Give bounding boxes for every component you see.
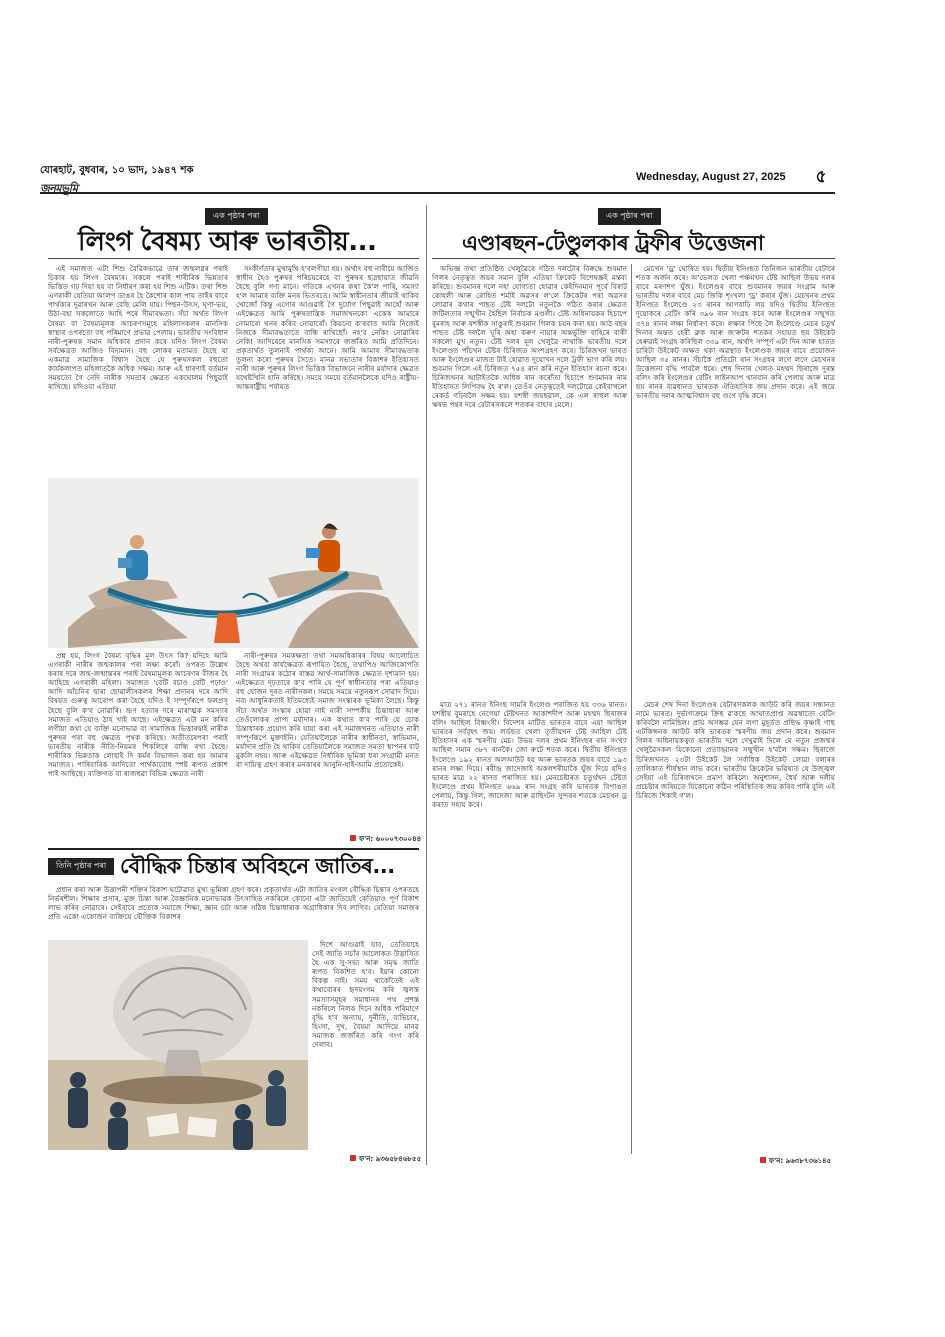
column-divider <box>631 264 632 1154</box>
article-intro: প্ৰধান কৰা আৰু উত্তাপনী শক্তিৰ বিকাশ ঘটোৱাত মুখ্য ভূমিকা গ্ৰহণ কৰে। প্ৰকৃতাৰ্থত এটা জাতিৰ মংগল বৌদ্ধিক চিন্তাৰ ওপৰতহে নিৰ্ভৰশীল। শিক্ষাৰ প্ৰসাৰ, মুক্ত চিন্তা আৰু বৈজ্ঞানিক মনোভাৱক উৎসাহিত নকৰিলে কোনো এটা জাতিয়েই কেতিয়াও পূৰ্ণ বিকাশ লাভ কৰিব নোৱাৰে। সেইবাবে প্ৰত্যেক সমাজে শিক্ষা, জ্ঞান চৰ্চা আৰু সঠিক চিন্তাধাৰাক অগ্ৰাধিকাৰ দিব লাগিব। যেতিয়া সমাজৰ প্ৰতি একো একোজন ব্যক্তিয়ে যৌক্তিক বিকাশৰ <box>48 885 419 922</box>
headline-rule <box>432 258 835 259</box>
gender-tug-of-war-illustration <box>48 478 419 648</box>
article-column: অভিজ্ঞ তথা প্ৰতিষ্ঠিত খেলুৱৈৰে গঠিত দলটোৰ বিৰুদ্ধে শুবমান গিলৰ নেতৃত্বত জয়ৰ সমান বুলি এতিয়া ক্ৰিকেট বিশেষজ্ঞই মন্তব্য কৰিছে। শুবমানৰ দলে নহা যোগ্যতা হোৱাৰ কেইদিনমান পূৰ্বে বিৰাট কোহলী আৰু ৰোহিত শৰ্মাই অৱসৰ ল'লে ক্ৰিকেটৰ পৰা অৱসৰ লোৱাৰ কথাৰ পাছত টেষ্ট দলটো নতুনকৈ গঠিত কৰাৰ ক্ষেত্ৰত জটিলতাৰ সন্মুখীন হৈছিল নিৰ্বাচক মণ্ডলী। টেষ্ট অধিনায়কৰ হিচাপে বুমৰাহ আৰু যশস্বীক সাঙুৰাই শুবমান গিলক চয়ন কৰা হয়। আঠ বছৰ পাছত টেষ্ট দললৈ ঘূৰি অহা কৰুণ নায়াৰ অন্তৰ্ভুক্তি বাহিৰে বাকী সকলো মুখ নতুন। টেষ্ট দলৰ মূল খেলুৱৈ নাথাকি ভাৰতীয় দলে ইংলেণ্ডত পাঁচখন টেষ্টৰ চিৰিজত অংশগ্ৰহণ কৰে। চিৰিজখন ভাৰত আৰু ইংলেণ্ডৰ মাজত টাই হোৱাত দুয়োখন দলে ট্ৰফী ভাগ কৰি লয়। শুবমান গিলে এই চিৰিজত ৭৫৪ ৰান কৰি নতুন ইতিহাস ৰচনা কৰে। চিৰিজখনৰ আটাইতকৈ অধিক ৰান কৰোঁতা হিচাপে শুবমানৰ নাম ইতিহাসত লিপিবদ্ধ হৈ ৰ'ল। তেওঁৰ নেতৃত্বতেই দলটোৱে কেইবাখনো ৰেকৰ্ড গঢ়িবলৈ সক্ষম হয়। যশস্বী জয়ছৱাল, কে এল ৰাহুল আৰু ঋষভ পন্থৰ দৰে বেটাৰসকলে শতকৰ বাহাৰ মেলে। <box>432 264 627 410</box>
masthead-english-date: Wednesday, August 27, 2025 <box>636 171 786 183</box>
author-phone: ফ'ন: ৬০০০৭৩০০৪৪ <box>350 833 421 845</box>
article-column: মেচৰ শেষ দিনা ইংলেণ্ডৰ বেটাৰসকলক আউট কৰি জয়ৰ সন্ধানত নামে ভাৰত। দুৰ্ভাগ্যক্ৰমে ক্ৰিছ ৱ'কছে আঘাতপ্ৰাপ্ত অৱস্থাতো বেটিং কৰিবলৈ নামিছিল। প্ৰায় অসম্ভৱ যেন লগা মুহূৰ্তত প্ৰছিদ্ধ কৃষ্ণাই গাছ এটকিন্সনক আউট কৰি ভাৰতক স্মৰণীয় জয় প্ৰদান কৰে। শুবমান গিলৰ অধিনায়কত্বত ভাৰতীয় দলে দেখুৱাই দিলে যে নতুন প্ৰজন্মৰ খেলুৱৈসকল যিকোনো প্ৰত্যাহ্বানৰ সন্মুখীন হ'বলৈ সক্ষম। ছিৰাজে চিৰিজখনত ২৩টা উইকেট লৈ সৰ্বাধিক উইকেট লোৱা বলাৰৰ তালিকাত শীৰ্ষস্থান লাভ কৰে। ভাৰতীয় ক্ৰিকেটৰ ভৱিষ্যত যে উজ্জ্বল সেইয়া এই চিৰিজখনে প্ৰমাণ কৰিলে। অনুশাসন, ধৈৰ্য আৰু দলীয় প্ৰচেষ্টাৰ জৰিয়তে যিকোনো কঠিন পৰিস্থিতিক জয় কৰিব পাৰি বুলি এই চিৰিজে শিকাই গ'ল। <box>636 700 835 800</box>
masthead-date-location: যোৰহাট, বুধবাৰ, ১০ ভাদ, ১৯৪৭ শক <box>40 165 194 176</box>
author-phone: ফ'ন: ৯৬৩৮৭৩৬১৪৫ <box>760 1155 831 1167</box>
article-column: সংকীৰ্ণতাৰ মুখামুখি হ'বলগীয়া হয়। অৰ্থাৎ বহু নাৰীয়ে আজিও স্বাধীন হৈও পুৰুষৰ পৰিচয়ৰেহে বা পুৰুষৰ ছত্ৰছায়াত জীৱনি হৈছে বুলি গণ্য মানে। গতিকে এখনৰ কথা কৈ'ল পাৰি, সমস্যা হ'ল আমাৰ ব্যক্তি মনৰ ভিতৰতে। আমি স্বাধীনতাৰ জীয়াই থাকিব খোজোঁ কিন্তু এগোৰ আগুৱাই গৈ দুৰ্যোগ পিছুৱাই আহোঁ আৰু এইক্ষেত্ৰত আমি পুৰুষতান্ত্ৰিক সমাজখনকো একেক আমাৰে নোমাৰো খনৰ কৰিব নোৱাৰোঁ। কিয়নো ক'ৰবাত আমি নিজেই নিজকে সীমাবদ্ধতাতে বান্ধি ৰাখিছোঁ। নহ'ব নেকি! নোৱাৰিব নেকি! আদিৰেৰে মানসিক সমস্যাৰে জৰ্জৰিত আমি প্ৰতিদিনে। প্ৰকৃতাৰ্থত তুলনাই পাৰ্থক্য আনে। আমি আমাৰ সীমাবদ্ধতাক তুলনা কৰো পুৰুষৰ সৈতে। মানৱ সভ্যতাৰ বিকাশৰ ইতিহাসত নাৰী আৰু পুৰুষৰ লিংগ ভিত্তিক বিভাজনে নাৰীৰ মৰ্যাদাৰ ক্ষেত্ৰত যথেষ্টখিনি হানি কৰিছে। সময়ে সময়ে বৰ্তমানলৈকে যদিও ৰাষ্ট্ৰীয়-আন্তৰাষ্ট্ৰীয় পৰ্যায়ত <box>236 264 419 392</box>
article-column: এই সমাজত এটা শিশু বৈৱিকভাৱে তাৰ জন্মলগ্নৰ পৰাই চিকাৰ হয় লিংগ বৈষম্যৰ। সকলে পৰাই শাৰীৰিক ভিন্নতাৰ ভিত্তিত গঢ় দিয়া হয় বা নিৰ্ধাৰণ কৰা হয় শিশু এটিক। তথা শিশু এগৰাকী যেতিয়া আলপ ডাঙৰ হৈ কৈশোৰ কাল পায় তাইৰ বাবে পাৰ্থক্যৰ দুৱাৰখন আৰু বেছি মেলি যায়। পিছন-উৎস, ঘৃণা-ভয়, উঠা-বহা সকলোতে আহি পৰে সীমাবদ্ধতা। সঁচা অৰ্থত লিংগ বৈষম্য বা বৈষম্যমূলক আচৰণসমূহে মহিলাসকলৰ মানসিক স্বাস্থ্যৰ ওপৰতো বহু পৰিমাণে প্ৰভাৱ পেলায়। ভাৰতীয় সংবিধান নাৰী-পুৰুষক সমান অধিকাৰ প্ৰদান কৰে যদিও লিংগ বৈষম্য সৰ্বক্ষেত্ৰত আজিও বিদ্যমান। বহু লোকৰ মতামত হৈছে যা একমাত্ৰ সামাজিক বিশ্বাস হৈছে যে পুৰুষসকল বহুতো কাৰ্যকলাপত মহিলাতকৈ অধিক সক্ষম। আৰু এই ধাৰণাই বৰ্তমান সময়তো গৈ নেদি নাৰীক সমতাৰ ক্ষেত্ৰত একঘোলম পিছুৱাই ৰাখিছে। যদিওবা এতিয়া <box>48 264 228 392</box>
bullet-square-icon <box>350 1155 356 1161</box>
article-column: দিশে আগুৱাই যাব, তেতিয়াহে সেই জাতি সচাঁৰ আলোকত উদ্ভাসিত হৈ এক সু-সভ্য আৰু সমৃদ্ধ জাতি ৰূপত বিকশিত হ'ব। ইয়াৰ কোনো বিকল্প নাই। সময় থাকোঁতেই এই কথাবোৰৰ হৃদয়ংগম কৰি জ্বলন্ত সমস্যাসমূহৰ সমাধানৰ পথ প্ৰশস্ত নকৰিলে নিলক দিনে অধিক পৰিমাণে বৃদ্ধি হ'ব অন্যায়, দুৰ্নীতি, ব্যভিচাৰ, হিংসা, দুখ, বৈষম্য আদিয়ে মানৱ সমাজক জৰ্জৰিত কৰি গংগ কৰি দেলাব। <box>312 940 419 1050</box>
newspaper-logo: জনমভূমি <box>40 182 78 195</box>
article-headline: এণ্ডাৰছন-টেণ্ডুলকাৰ ট্ৰফীৰ উত্তেজনা <box>462 231 764 255</box>
article-column: প্ৰশ্ন হয়, লিংগ বৈষম্য বৃদ্ধিৰ মূল উৎস কি? যদিহে আমি এগৰাকী নাৰীৰ জন্মকালৰ পৰা লক্ষ্য কৰোঁ। ওপৰত উল্লেখ কৰাৰ দৰে জন্ম-জন্মান্তৰৰ পৰাই বৈষম্যমূলক আচৰণৰ বীজৰ হৈ আহিছে এগৰাকী মহিলা। সমাজত 'বেটি বচাও বেটি পঢ়াও' আদি আঁচনিৰ দ্বাৰা ছোৱালীসকলৰ শিক্ষা প্ৰদানৰ দৰে আদি বিষয়ত গুৰুত্ব আৰোপ কৰা হৈছে যদিও ই সম্পূৰ্ণৰূপে ফলপ্ৰসূ হৈছে বুলি ক'ব নোৱাৰি। ভ্ৰূণ হত্যাৰ দৰে মাৰাত্মক সমস্যাৰ সমাজত এতিয়াও ঠাহ খাই আছে। এইক্ষেত্ৰত এটা মন কৰিব লগীয়া কথা যে ব্যক্তি মনোভাৱ বা সামাজিক ভিত্তাৰদ্বাই নাৰীক পুৰুষৰ পৰা বহু ক্ষেত্ৰত পৃথক কৰিছে। অতীতৰেপৰা পৰাই ভাৰতীয় নাৰীক নীতি-নিয়মৰ শিকলিৰে বান্ধি ৰখা হৈছে। শাৰীৰিক ভিন্নতাক লোহাই দি কৰ্মৰ বিভাজন কৰা হয় আমাৰ সমাজত। পাৰিবাৰিক আদিতো পাৰ্থক্যবোধ স্পষ্ট ৰূপত প্ৰকাশ পাই আছিছে। ব্যক্তিগত বা ৰাজহুৱা বিভিন্ন ক্ষেত্ৰত নাৰী <box>48 651 228 779</box>
headline-rule <box>48 258 419 259</box>
article-column: নাৰী-পুৰুষৰ সমকক্ষতা তথা সমঅধিকাৰৰ বিষয় আলোচিত হৈছে অথবা কাৰ্যক্ষেত্ৰত ৰূপায়িত হৈছে, তথাপিও আজিকোপতি নাৰী সংগ্ৰামৰ কঠোৰ বাস্তৱ আৰ্থ-সামাজিক ক্ষেত্ৰত দৃশ্যমান হয়। এইক্ষেত্ৰত দৃঢ়তাৰে ক'ব পাৰি যে পূৰ্ণ স্বাধীনতাৰ পৰা এতিয়াও বহু যোজন দূৰত নাৰীসকল। সময়ে সময়ে নতুনৰূপ সোৱাদ দিয়ে। নব্য আধুনিকতাই ইতিমধ্যেই সমাজ সংস্কাৰক ভূমিকা লৈছে। কিন্তু সঁচা অৰ্থত সংস্কাৰ হোৱা নাই নাৰী সম্পৰ্কীয় চিন্তাধাৰা আৰু তেওঁলোকৰ প্ৰাপ্য মৰ্যাদাৰ। এক কথাত ক'ব পাৰি যে চোক চিন্তাধাৰক প্ৰয়োগ কৰি যায়া কৰা এই সমাজখনত এতিয়াও নাৰী সম্পূৰ্ণৰূপে মুক্তাইনি। যেতিয়ালৈকে নাৰীৰ স্বাধীনতা, স্বাভিমান, মৰ্যাদাৰ প্ৰতি হৈ থাকিব তেতিয়ালৈকে সমাজত সমতা স্থাপনৰ বাট মুকলি নহয়। আৰু এইক্ষেত্ৰত নিৰ্ধাৰিক ভূমিকা ধৰা সংগ্ৰামী মনত বা দায়িত্ব গ্ৰহণ কৰাৰ মনকাৰৰ আনুনি-যাই-আমি প্ৰত্যেকেই। <box>236 651 419 770</box>
page-number: ৫ <box>815 167 827 187</box>
bullet-square-icon <box>350 835 356 841</box>
article-headline: বৌদ্ধিক চিন্তাৰ অবিহনে জাতিৰ... <box>120 854 395 878</box>
article-headline: লিংগ বৈষম্য আৰু ভাৰতীয়... <box>78 227 377 257</box>
bullet-square-icon <box>760 1157 766 1163</box>
continued-tag: এক পৃষ্ঠাৰ পৰা <box>205 208 268 225</box>
continued-tag: এক পৃষ্ঠাৰ পৰা <box>598 208 661 225</box>
brain-meeting-illustration <box>48 940 308 1150</box>
author-phone: ফ'ন: ৯৩৬৫৮৪৬৮৫৫ <box>350 1153 421 1165</box>
article-column: মাত্ৰ ২৭১ ৰানত ইনিংছ সামৰি ইংলেণ্ড পৰাজিত হয় ৩৩৬ ৰানত। যশস্বীয় বুমৰাহে নেগেয়া টেষ্টখনত আকাশদীপ আৰু মহম্মদ ছিৰাজৰ বলিং আছিল বিধ্বংসী। বিদেশৰ মাটিত ভাৰতৰ বাবে এয়া আছিল ভাৰতৰ সৰ্ববৃহৎ জয়। লৰ্ডছত খেলা তৃতীয়খন টেষ্ট আছিল টেষ্ট ইতিহাসৰ এক স্মৰণীয় মেচ। উভয় দলৰ প্ৰথম ইনিংছৰ ৰান সংখ্যা আছিল সমান ৩৮৭ ৰানকৈ। জো ৰুটে শতক কৰে। দ্বিতীয় ইনিংছত ইংলেণ্ডে ১৯২ ৰানত অলআউট হয় আৰু ভাৰতক জয়ৰ বাবে ১৯৩ ৰানৰ লক্ষ্য দিয়ে। ৰবীন্দ্ৰ জাদেজাই অকলশৰীয়াকৈ যুঁজ দিয়ে যদিও ভাৰত মাত্ৰ ২২ ৰানত পৰাজিত হয়। মেনচেষ্টাৰত চতুৰ্থখন টেষ্টত ইংলেণ্ডে প্ৰথম ইনিংছত ৬৬৯ ৰান সংগ্ৰহ কৰি ভাৰতক বিপাঙত পেলায়, কিন্তু গিল, জাদেজা আৰু ৱাছিংটন সুন্দৰৰ শতকে মেচখন ড্ৰ কৰাত সহায় কৰে। <box>432 700 627 810</box>
continued-tag: তিনি পৃষ্ঠাৰ পৰা <box>48 858 114 875</box>
article-column: মেচখন 'ড্ৰ' ঘোষিত হয়। দ্বিতীয় ইনিংছত তিনিজন ভাৰতীয় বেটাৰে শতক অৰ্জন কৰে। অ'ভেলত খেলা পঞ্চমখন টেষ্ট আছিল উভয় দলৰ বাবে মৰণশণ যুঁজ। ইংলেণ্ডৰ বাবে শুবমানৰ জয়ৰ সংগ্ৰাম আৰু ভাৰতীয় দলৰ বাবে মেচ জিকি শৃংখলা 'ড্ৰ' কৰাৰ যুঁজ। মেচখনৰ প্ৰথম ইনিংছত ইংলেণ্ডে ২৩ ৰানৰ আগবাঢ়ি লয় যদিও দ্বিতীয় ইনিংছত দুয়োকৰে বেটিং কৰি ৩৯৬ ৰান সংগ্ৰহ কৰে আৰু ইংলেণ্ডৰ সন্মুখত ৩৭৪ ৰানৰ লক্ষ্য নিৰ্ধাৰণ কৰে। লক্ষ্যৰ পিছে লৈ ইংলেণ্ডে মেচৰ চতুৰ্থ দিনাৰ অন্তত হেৰী ব্ৰুক আৰু জ'ৰুটৰ শতকৰ সহায়ত ছয় উইকেট হেৰুৱাই সংগ্ৰহ কৰিছিল ৩৩৯ ৰান, অৰ্থাৎ সম্পূৰ্ণ এটা দিন আৰু হাতত চাৰিটা উইকেট অক্ষত থকা অৱস্থাত ইংলেণ্ডক জয়ৰ বাবে প্ৰয়োজন আছিল ৩৫ ৰানৰ। সঁচাকৈ প্ৰতিটো ৰান সংগ্ৰহৰ লগে লগে মেচখনৰ উত্তেজনা বৃদ্ধি পাবলৈ ধৰে। শেষ দিনাৰ খেলত মহম্মদ ছিৰাজে দুৰন্ত বলিং কৰি ইংলেণ্ডৰ বেটিং লাইনআপ থানবান কৰি পেলায় আৰু মাত্ৰ ছয় ৰানৰ ব্যৱধানত ভাৰতক ঐতিহাসিক জয় প্ৰদান কৰে। এই জয়ে ভাৰতীয় দলৰ আত্মবিশ্বাস বহু গুণে বৃদ্ধি কৰে। <box>636 264 835 401</box>
masthead-rule <box>40 192 835 194</box>
column-divider <box>426 205 427 1165</box>
